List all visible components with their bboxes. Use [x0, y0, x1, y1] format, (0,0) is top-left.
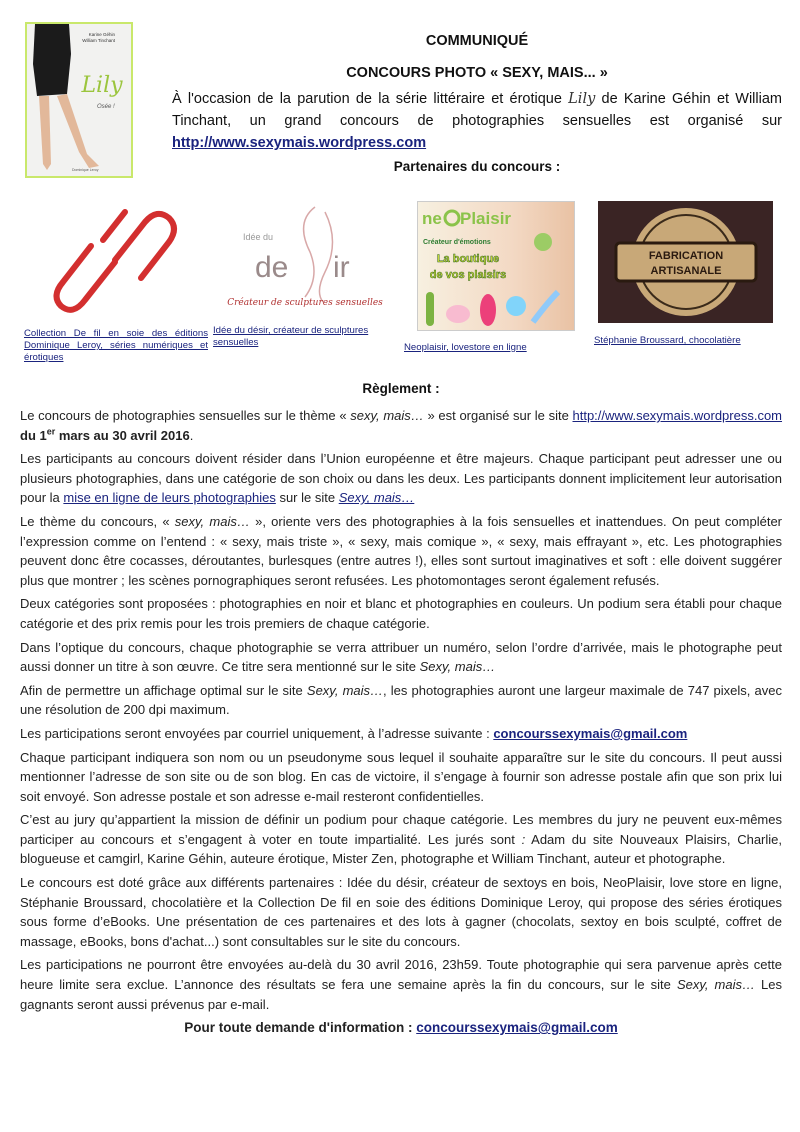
rules-paragraph	[20, 748, 782, 807]
text-run: » est organisé sur le site	[423, 408, 573, 423]
neoplaisir-banner	[418, 202, 574, 330]
partner-caption-de-fil-en-soie[interactable]: Collection De fil en soie des éditions Dominique Leroy, séries numériques et érotiques	[24, 328, 208, 363]
text-run: sexy, mais…	[350, 408, 424, 423]
partners-heading: Partenaires du concours :	[393, 159, 561, 174]
chain-link-icon	[45, 200, 185, 325]
rules-paragraph	[20, 512, 782, 590]
svg-text:Osée !: Osée !	[97, 104, 115, 110]
text-run: sur le site	[275, 490, 339, 506]
contact-footer	[20, 1020, 782, 1035]
idee-tagline: Créateur de sculptures sensuelles	[227, 298, 383, 308]
text-run: Le thème du concours, «	[20, 513, 175, 529]
svg-text:Créateur d'émotions: Créateur d'émotions	[423, 239, 491, 246]
text-run: , les photographies auront une largeur maximale de 747 pixels, avec une résolution de 200 dpi maximum.	[20, 682, 782, 718]
inline-link[interactable]: concourssexymais@gmail.com	[493, 725, 688, 741]
rules-heading: Règlement :	[362, 381, 440, 396]
text-run: mars au 30 avril 2016	[55, 427, 190, 443]
text-run: Le concours de photographies sensuelles sur le thème «	[20, 408, 351, 423]
superscript: er	[46, 426, 56, 437]
text-run: Adam du site Nouveaux Plaisirs, Charlie, blogueuse et camgirl, Karine Géhin, auteure érotique, Mister Zen, photographe et William Tinchant, auteur et photographe.	[20, 831, 782, 867]
partner-caption-neoplaisir[interactable]: Neoplaisir, lovestore en ligne	[404, 342, 527, 353]
text-run: Dans l’optique du concours, chaque photographie se verra attribuer un numéro, selon l’ordre d’arrivée, mais le photographe peut aussi donner un titre à son œuvre. Ce titre sera mentionné sur le site	[20, 639, 782, 675]
svg-text:Lily: Lily	[81, 73, 123, 98]
site-link[interactable]: http://www.sexymais.wordpress.com	[172, 135, 427, 151]
contact-email-link[interactable]: concourssexymais@gmail.com	[416, 1020, 618, 1036]
fabrication-artisanale-stamp	[598, 201, 773, 323]
text-run: », oriente vers des photographies à la fois sensuelles et inattendues. On peut compléter l’expression comme on l’entend : « sexy, mais triste », « sexy, mais comique », « sexy, mais effrayant », etc. Les photographies peuvent donc être cocasses, déroutantes, burlesques (entre autres !), elles sont surtout imaginatives et soft : elle doivent suggérer plus que montrer ; les scènes pornographiques seront refusées. Les photomontages seront également refusés.	[20, 513, 782, 588]
page-title: COMMUNIQUÉ	[425, 33, 529, 49]
text-run: Les gagnants seront aussi prévenus par e-mail.	[20, 977, 782, 1012]
rules-paragraph	[20, 406, 782, 445]
partner-logo-stephanie-broussard[interactable]	[598, 201, 773, 323]
svg-text:William Tinchant: William Tinchant	[82, 38, 115, 43]
intro-text: À l'occasion de la parution de la série littéraire et érotique	[172, 91, 569, 107]
book-cover-illustration	[27, 24, 131, 176]
svg-text:de vos plaisirs: de vos plaisirs	[429, 269, 507, 281]
svg-text:Karine Géhin: Karine Géhin	[88, 32, 115, 37]
rules-paragraph	[20, 873, 782, 951]
svg-text:FABRICATION: FABRICATION	[648, 250, 724, 262]
rules-section	[20, 380, 782, 1035]
text-run: Les participations ne pourront être envoyées au-delà du 30 avril 2016, 23h59. Toute photographie qui sera parvenue après cette heure limite sera exclue. L’annonce des résultats se fera une semaine après la fin du concours, sur le site	[20, 957, 782, 993]
intro-text-continued: de Karine Géhin et William Tinchant, un grand concours de photographies sensuelles est organisé sur	[172, 91, 782, 129]
rules-paragraph	[20, 955, 782, 1014]
text-run: Sexy, mais…	[676, 977, 755, 993]
rules-paragraph	[20, 594, 782, 633]
text-run: Les participants au concours doivent résider dans l’Union européenne et être majeurs. Chaque participant peut adresser une ou plusieurs photographies, dans une catégorie de son choix ou dans les deux. Les participants donnent implicitement leur autorisation pour la	[20, 451, 782, 506]
text-run: Sexy, mais…	[306, 682, 384, 698]
page-subtitle: CONCOURS PHOTO « SEXY, MAIS... »	[346, 65, 608, 81]
inline-link[interactable]: http://www.sexymais.wordpress.com	[572, 408, 783, 423]
text-run: :	[521, 831, 526, 847]
contact-label: Pour toute demande d'information :	[184, 1020, 417, 1036]
svg-text:ARTISANALE: ARTISANALE	[650, 265, 722, 277]
svg-text:Dominique Leroy: Dominique Leroy	[72, 168, 99, 172]
partner-caption-stephanie-broussard[interactable]: Stéphanie Broussard, chocolatière	[594, 335, 741, 346]
rules-paragraph	[20, 638, 782, 677]
partner-caption-idee-du-desir[interactable]: Idée du désir, créateur de sculptures sensuelles	[213, 325, 369, 348]
text-run: C’est au jury qu’appartient la mission de définir un podium pour chaque catégorie. Les membres du jury ne peuvent eux-mêmes participer au concours et s’engagent à voter en toute impartialité. Les jurés sont	[20, 812, 782, 847]
text-run: sexy, mais…	[174, 513, 250, 529]
text-run: Chaque participant indiquera son nom ou un pseudonyme sous lequel il souhaite apparaître sur le site du concours. Il peut aussi mentionner l’adresse de son site ou de son blog. En cas de victoire, il s’engage à fournir son adresse postale afin que son prix lui soit envoyé. Son adresse postale et son adresse e-mail resteront confidentielles.	[20, 749, 782, 804]
partner-logo-neoplaisir[interactable]	[417, 201, 575, 331]
intro-paragraph	[172, 88, 782, 154]
svg-text:ne: ne	[422, 209, 442, 228]
rules-paragraph	[20, 724, 782, 744]
text-run: .	[189, 427, 194, 443]
text-run: Le concours est doté grâce aux différents partenaires : Idée du désir, créateur de sextoys en bois, NeoPlaisir, love store en ligne, Stéphanie Broussard, chocolatière et la Collection De fil en soie des éditions Dominique Leroy, qui propose des séries érotiques sous forme d’eBooks. Une présentation de ces partenaires et des lots à gagner (chocolats, sextoy en bois sculpté, coffret de massage, eBooks, bons d'achat...) sont consultables sur le site du concours.	[20, 875, 782, 949]
text-run: du 1	[20, 427, 47, 443]
svg-text:de: de	[255, 251, 289, 284]
text-run: Afin de permettre un affichage optimal sur le site	[20, 682, 307, 698]
svg-text:ir: ir	[333, 251, 350, 284]
book-cover-image	[25, 22, 133, 178]
svg-text:La boutique: La boutique	[436, 253, 500, 265]
inline-link[interactable]: mise en ligne de leurs photographies	[63, 490, 276, 506]
rules-paragraph	[20, 681, 782, 720]
text-run: Sexy, mais…	[419, 659, 496, 675]
rules-body	[20, 406, 782, 1014]
partner-logo-idee-du-desir[interactable]	[215, 202, 395, 322]
inline-link[interactable]: Sexy, mais…	[338, 490, 415, 506]
text-run: Deux catégories sont proposées : photographies en noir et blanc et photographies en couleurs. Un podium sera établi pour chaque catégorie et des prix remis pour les trois premiers de chaque catégorie.	[20, 596, 782, 631]
rules-paragraph	[20, 449, 782, 508]
header-column	[172, 30, 782, 176]
partner-logo-de-fil-en-soie[interactable]	[45, 200, 185, 325]
svg-text:Plaisir: Plaisir	[460, 209, 512, 228]
text-run: Les participations seront envoyées par courriel uniquement, à l’adresse suivante :	[20, 725, 494, 741]
svg-text:Idée du: Idée du	[243, 232, 274, 242]
idee-du-desir-logo	[215, 202, 395, 322]
rules-paragraph	[20, 810, 782, 869]
lily-title: Lily	[568, 91, 596, 107]
